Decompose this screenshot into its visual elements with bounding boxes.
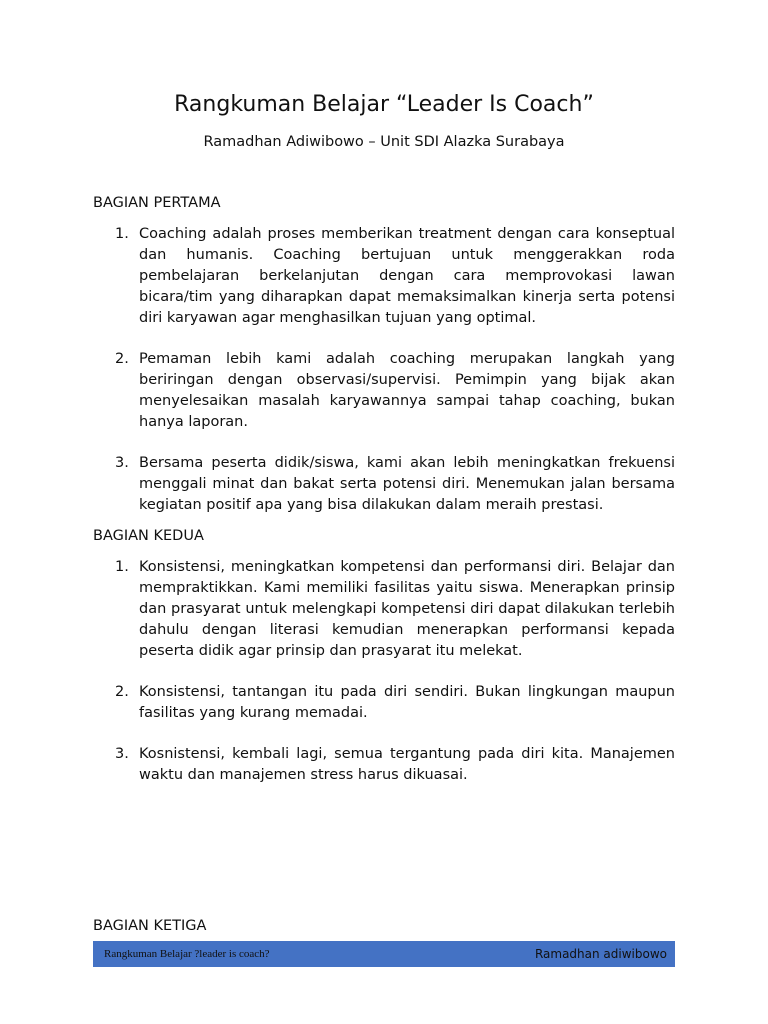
list-item-text: Konsistensi, meningkatkan kompetensi dan performansi diri. Belajar dan mempraktikkan. Kami memiliki fasilitas yaitu siswa. Menerapkan prinsip dan prasyarat untuk melengkapi kompetensi diri dapat dilakukan terlebih dahulu dengan literasi kemudian menerapkan performansi kepada peserta didik agar prinsip dan prasyarat itu melekat. — [139, 559, 675, 659]
list-item-number: 2. — [115, 684, 129, 700]
list-item-number: 3. — [115, 746, 129, 762]
list-item-number: 1. — [115, 226, 129, 242]
list-bagian-pertama — [93, 224, 675, 536]
list-item-text: Kosnistensi, kembali lagi, semua tergantung pada diri kita. Manajemen waktu dan manajemen stress harus dikuasai. — [139, 746, 675, 783]
footer-author: Ramadhan adiwibowo — [534, 947, 667, 961]
list-item-number: 3. — [115, 455, 129, 471]
list-item — [93, 224, 675, 329]
section-heading-kedua: BAGIAN KEDUA — [93, 528, 204, 544]
list-item — [93, 682, 675, 724]
list-bagian-kedua — [93, 557, 675, 806]
list-item-text: Konsistensi, tantangan itu pada diri sendiri. Bukan lingkungan maupun fasilitas yang kurang memadai. — [139, 684, 675, 721]
list-item-number: 2. — [115, 351, 129, 367]
list-item-number: 1. — [115, 559, 129, 575]
list-item-text: Bersama peserta didik/siswa, kami akan lebih meningkatkan frekuensi menggali minat dan bakat serta potensi diri. Menemukan jalan bersama kegiatan positif apa yang bisa dilakukan dalam meraih prestasi. — [139, 455, 675, 513]
list-item — [93, 453, 675, 516]
list-item-text: Pemaman lebih kami adalah coaching merupakan langkah yang beriringan dengan observasi/supervisi. Pemimpin yang bijak akan menyelesaikan masalah karyawannya sampai tahap coaching, bukan hanya laporan. — [139, 351, 675, 430]
document-title: Rangkuman Belajar “Leader Is Coach” — [174, 92, 594, 117]
page-footer — [93, 941, 675, 967]
section-heading-pertama: BAGIAN PERTAMA — [93, 195, 221, 211]
section-heading-ketiga: BAGIAN KETIGA — [93, 918, 207, 934]
list-item — [93, 557, 675, 662]
list-item-text: Coaching adalah proses memberikan treatment dengan cara konseptual dan humanis. Coaching bertujuan untuk menggerakkan roda pembelajaran berkelanjutan dengan cara memprovokasi lawan bicara/tim yang diharapkan dapat memaksimalkan kinerja serta potensi diri karyawan agar menghasilkan tujuan yang optimal. — [139, 226, 675, 326]
document-subtitle: Ramadhan Adiwibowo – Unit SDI Alazka Surabaya — [203, 134, 565, 150]
list-item — [93, 744, 675, 786]
footer-document-title: Rangkuman Belajar ?leader is coach? — [104, 948, 270, 960]
list-item — [93, 349, 675, 433]
